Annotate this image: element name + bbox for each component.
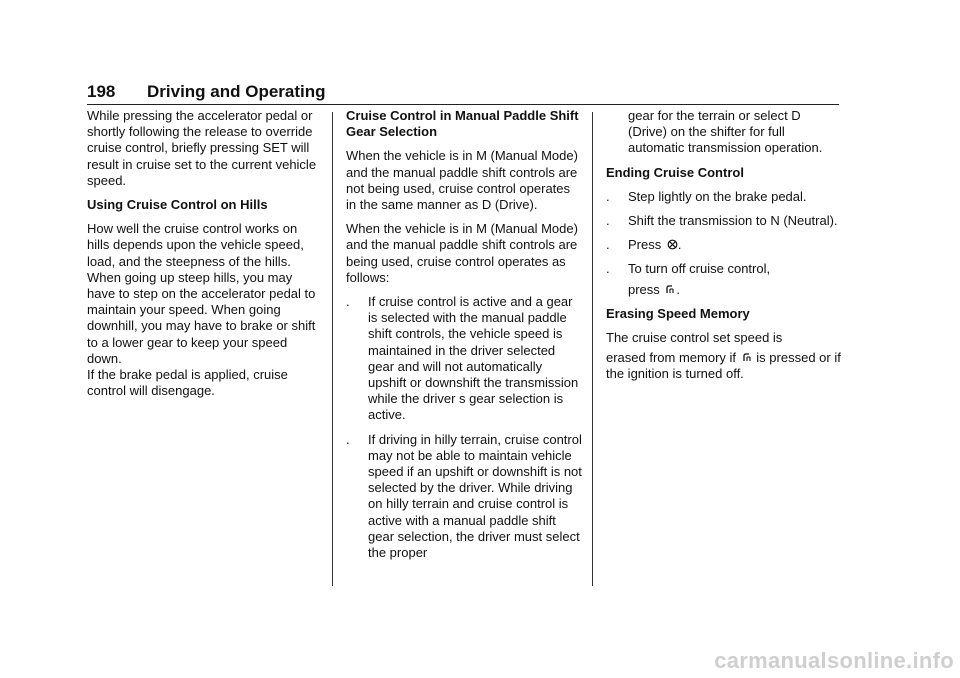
paragraph: If the brake pedal is applied, cruise control will disengage. (87, 367, 288, 399)
paragraph: When the vehicle is in M (Manual Mode) and the manual paddle shift controls are not being used, cruise control operates in the same manner as D (Drive). (346, 148, 578, 213)
list-item-text: Step lightly on the brake pedal. (628, 188, 807, 204)
list-item-text: Shift the transmission to N (Neutral). (628, 213, 838, 229)
bullet: . (606, 213, 610, 229)
paragraph: How well the cruise control works on hills depends upon the vehicle speed, load, and the steepness of the hills. When going up steep hills, you may have to step on the accelerator pedal to maintain your speed. When going downhill, you may have to brake or shift to a lower gear to keep your speed down. (87, 221, 316, 366)
paragraph: While pressing the accelerator pedal or shortly following the release to override cruise control, briefly pressing SET will result in cruise set to the current vehicle speed. (87, 108, 317, 188)
heading-ending-cruise: Ending Cruise Control (606, 164, 744, 180)
paragraph-text: erased from memory if (606, 350, 737, 366)
paragraph: When the vehicle is in M (Manual Mode) and the manual paddle shift controls are being used, cruise control operates as follows: (346, 221, 578, 285)
list-item-text: To turn off cruise control, (628, 261, 771, 277)
paragraph: The cruise control set speed is (606, 330, 783, 346)
list-item-text: If cruise control is active and a gear is selected with the manual paddle shift controls, the vehicle speed is maintained in the driver selected gear and will not automatically upshift or downshift the transmission while the driver s gear selection is active. (368, 294, 579, 423)
period: . (677, 237, 682, 253)
page-header (87, 82, 839, 105)
column-divider (592, 112, 593, 586)
paragraph-text: is pressed or if the ignition is turned off. (606, 350, 841, 382)
cruise-on-off-icon (742, 352, 753, 363)
bullet: . (346, 431, 350, 447)
cruise-cancel-icon (667, 239, 678, 250)
heading-hills: Using Cruise Control on Hills (87, 197, 268, 213)
list-item-text: Press (628, 237, 662, 253)
watermark: carmanualsonline.info (714, 648, 954, 673)
bullet: . (606, 237, 610, 253)
list-item-continuation (628, 282, 842, 298)
page-number: 198 (87, 82, 116, 101)
bullet: . (606, 261, 610, 277)
continued-text: gear for the terrain or select D (Drive) on the shifter for full automatic transmission operation. (628, 108, 823, 156)
column-2 (346, 108, 582, 569)
list-item-text: If driving in hilly terrain, cruise control may not be able to maintain vehicle speed if an upshift or downshift is not selected by the driver. While driving on hilly terrain and cruise control is active with a manual paddle shift gear selection, the driver must select the proper (368, 431, 582, 561)
bullet: . (606, 188, 610, 204)
list-item (606, 261, 842, 297)
period: . (676, 281, 681, 297)
section-title: Driving and Operating (147, 82, 326, 101)
bullet: . (346, 294, 350, 310)
cruise-on-off-icon (665, 284, 676, 295)
list-item (606, 189, 842, 205)
list-item (346, 294, 582, 424)
list-item (606, 237, 842, 253)
list-item-text: press (628, 281, 660, 297)
list-item (346, 432, 582, 562)
list-item (606, 213, 842, 229)
column-divider (332, 112, 333, 586)
heading-manual-paddle: Cruise Control in Manual Paddle Shift Gear Selection (346, 108, 579, 140)
column-3 (606, 108, 842, 391)
paragraph (606, 350, 842, 382)
column-1 (87, 108, 323, 407)
heading-erasing-speed: Erasing Speed Memory (606, 305, 750, 321)
